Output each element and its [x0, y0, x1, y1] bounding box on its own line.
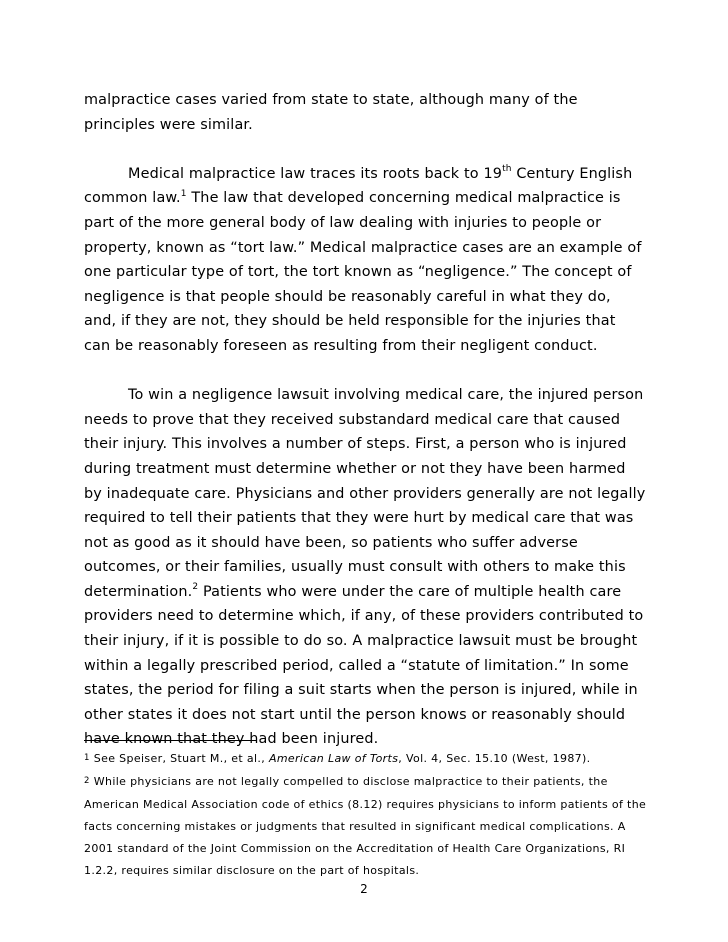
footnote-1-book-title: American Law of Torts [268, 752, 399, 765]
paragraph-continued [84, 88, 646, 137]
paragraph-1-part-a: Medical malpractice law traces its roots back to 19 [128, 165, 503, 182]
footnote-2-mark: 2 [84, 776, 90, 786]
paragraph-2-part-b: Patients who were under the care of multiple health care providers need to determine which, if any, of these providers contributed to their injury, if it is possible to do so. A malpractice lawsuit must be brought within a legally prescribed period, called a “statute of limitation.” In some states, the period for filing a suit starts when the person is injured, while in other states it does not start until the person knows or reasonably should have known that they had been injured. [84, 583, 644, 748]
paragraph-0-text: malpractice cases varied from state to state, although many of the principles were similar. [84, 92, 578, 133]
footnote-2 [84, 771, 654, 882]
footnotes [84, 748, 654, 882]
footnote-1-text-a: See Speiser, Stuart M., et al., [93, 752, 269, 765]
footnote-1-mark: 1 [84, 753, 90, 763]
paragraph-2-part-a: To win a negligence lawsuit involving medical care, the injured person needs to prove that they received substandard medical care that caused their injury. This involves a number of steps. First, a person who is injured during treatment must determine whether or not they have been harmed by inadequate care. Physicians and other providers generally are not legally required to tell their patients that they were hurt by medical care that was not as good as it should have been, so patients who suffer adverse outcomes, or their families, usually must consult with others to make this determination. [84, 387, 646, 600]
page-number: 2 [360, 882, 368, 896]
footnote-2-text: While physicians are not legally compelled to disclose malpractice to their patients, the American Medical Association code of ethics (8.12) requires physicians to inform patients of the facts concerning mistakes or judgments that resulted in significant medical complications. A 2001 standard of the Joint Commission on the Accreditation of Health Care Organizations, RI 1.2.2, requires similar disclosure on the part of hospitals. [84, 775, 647, 877]
paragraph-tort-history [84, 162, 646, 359]
footnote-separator [84, 740, 256, 741]
superscript-th: th [502, 163, 512, 174]
paragraph-negligence-lawsuit [84, 383, 646, 752]
body-text [84, 88, 646, 752]
paragraph-1-part-c: The law that developed concerning medical malpractice is part of the more general body of law dealing with injuries to people or property, known as “tort law.” Medical malpractice cases are an example of one particular type of tort, the tort known as “negligence.” The concept of negligence is that people should be reasonably careful in what they do, and, if they are not, they should be held responsible for the injuries that can be reasonably foreseen as resulting from their negligent conduct. [84, 190, 642, 354]
footnote-1 [84, 748, 654, 771]
footnote-1-text-b: , Vol. 4, Sec. 15.10 (West, 1987). [398, 752, 591, 765]
footnote-ref-2[interactable]: 2 [192, 582, 199, 593]
paragraph-1-part-b: Century English common law. [84, 165, 633, 207]
footnote-ref-1[interactable]: 1 [180, 188, 187, 199]
